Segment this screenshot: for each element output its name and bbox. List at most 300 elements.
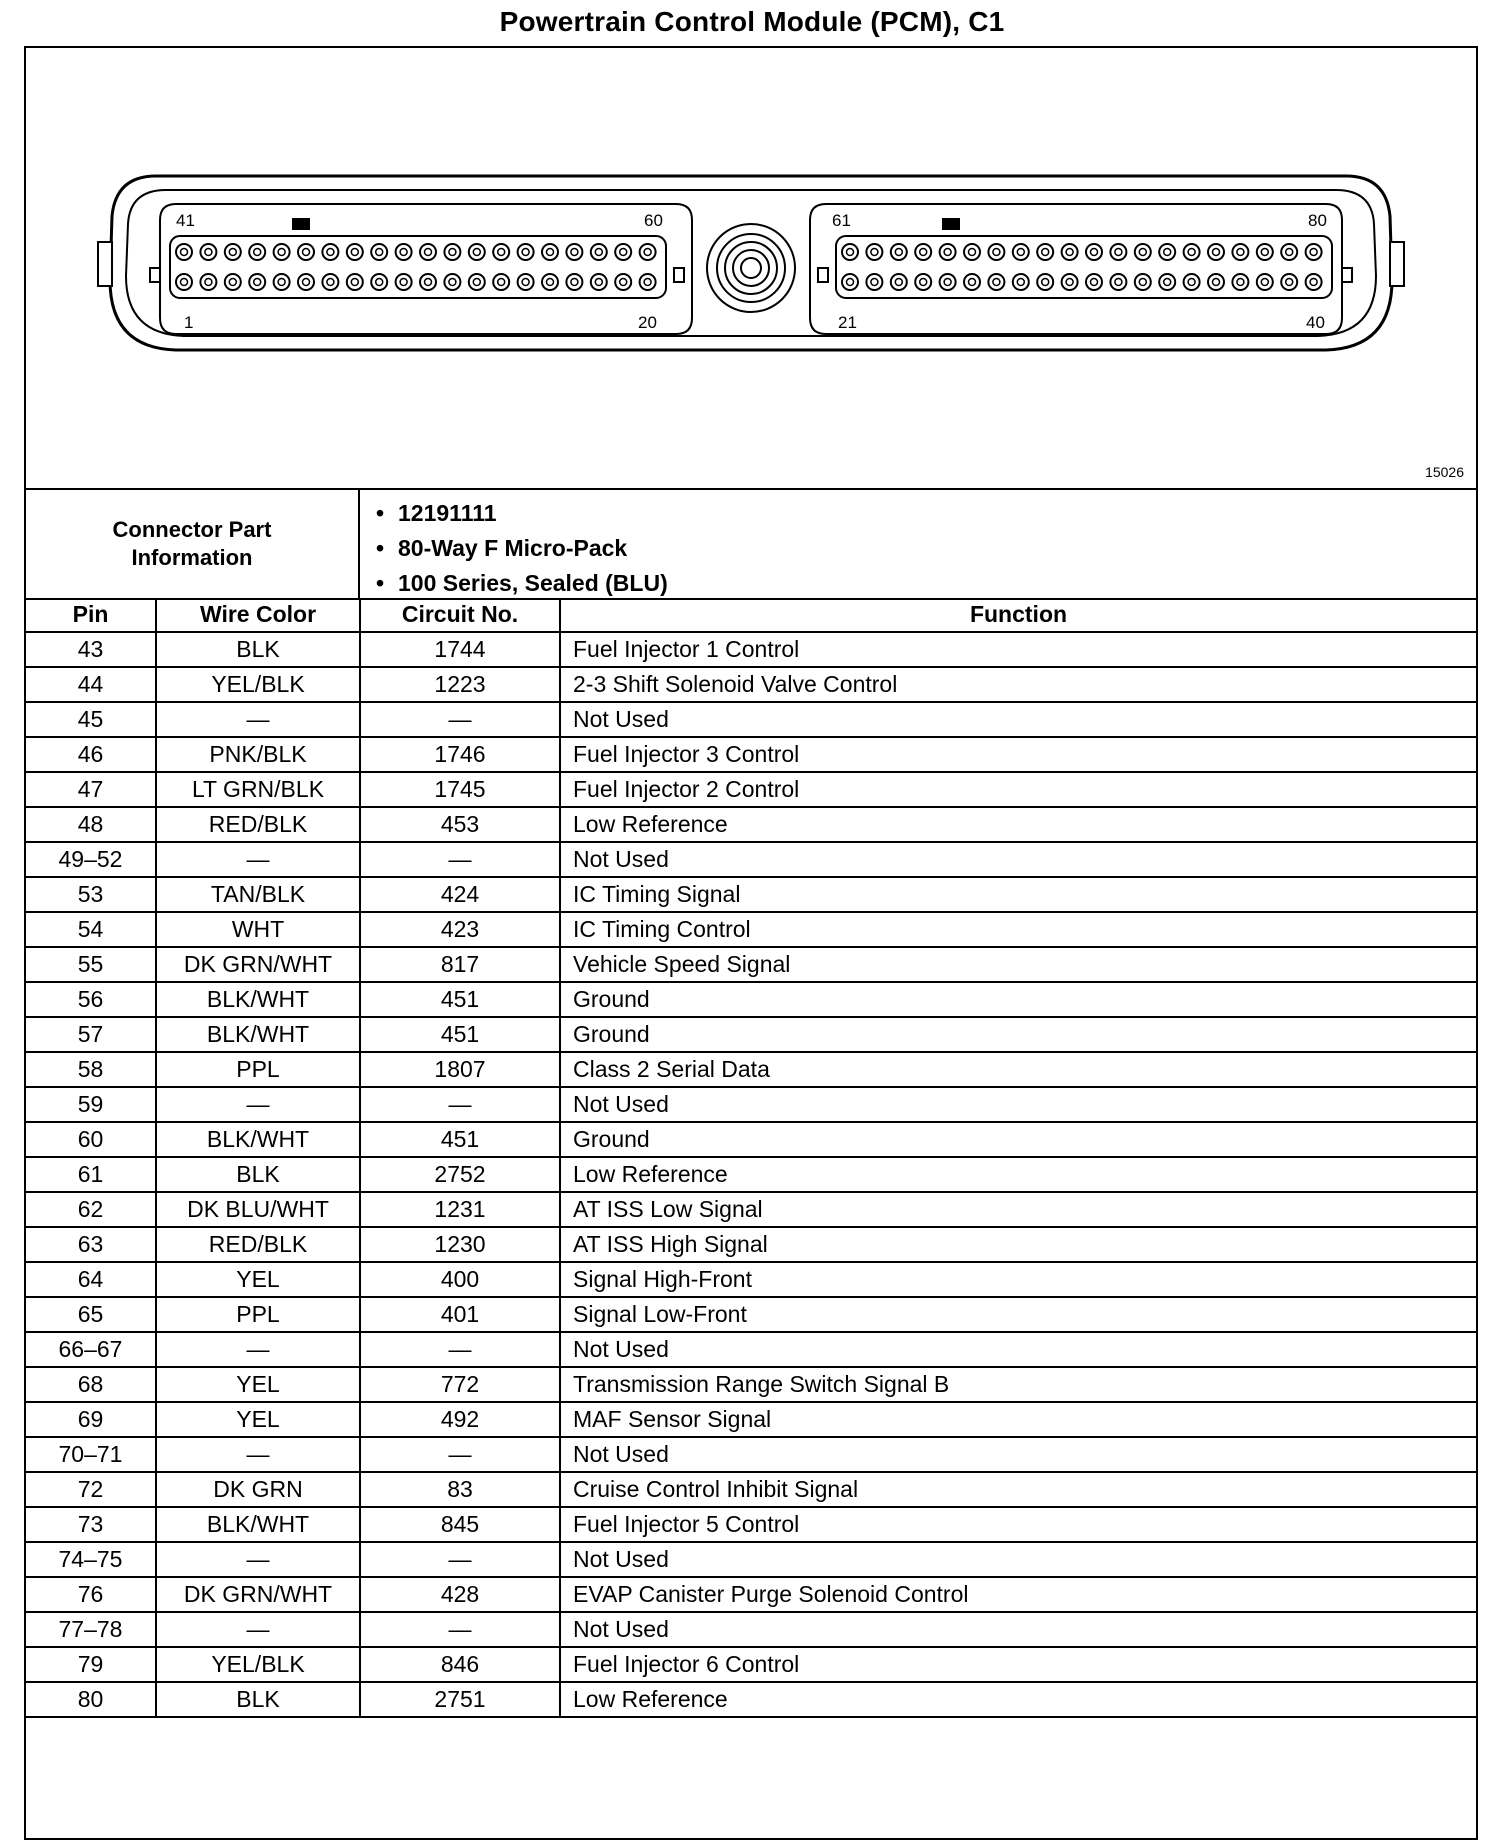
pin-cavity-center bbox=[847, 249, 854, 256]
pin-cavity bbox=[1306, 274, 1322, 290]
pin-cavity bbox=[1013, 244, 1029, 260]
function-cell: Fuel Injector 1 Control bbox=[560, 632, 1476, 667]
pin-cavity bbox=[1232, 274, 1248, 290]
table-row bbox=[26, 1542, 1476, 1577]
pin-cavity-center bbox=[1310, 279, 1317, 286]
pin-cavity bbox=[1184, 244, 1200, 260]
table-row bbox=[26, 1157, 1476, 1192]
pin-label-1: 1 bbox=[184, 313, 194, 332]
right-latch bbox=[1390, 242, 1404, 286]
pin-cavity bbox=[866, 274, 882, 290]
pin-cavity-center bbox=[303, 249, 310, 256]
pin-cavity-center bbox=[1188, 279, 1195, 286]
function-cell: 2-3 Shift Solenoid Valve Control bbox=[560, 667, 1476, 702]
table-row bbox=[26, 1017, 1476, 1052]
pin-cavity-center bbox=[400, 249, 407, 256]
pin-cavity-center bbox=[1164, 249, 1171, 256]
pin-cavity-center bbox=[425, 249, 432, 256]
table-row bbox=[26, 1647, 1476, 1682]
pin-cavity-center bbox=[1261, 249, 1268, 256]
function-cell: AT ISS High Signal bbox=[560, 1227, 1476, 1262]
circuit-no-cell: 83 bbox=[360, 1472, 560, 1507]
pin-cavity-center bbox=[595, 279, 602, 286]
pin-cavity-center bbox=[473, 249, 480, 256]
pin-cavity bbox=[964, 274, 980, 290]
circuit-no-cell: 400 bbox=[360, 1262, 560, 1297]
function-cell: EVAP Canister Purge Solenoid Control bbox=[560, 1577, 1476, 1612]
table-row bbox=[26, 1612, 1476, 1647]
table-row bbox=[26, 1577, 1476, 1612]
function-cell: Fuel Injector 3 Control bbox=[560, 737, 1476, 772]
circuit-no-cell: 1744 bbox=[360, 632, 560, 667]
table-row bbox=[26, 1507, 1476, 1542]
function-cell: Low Reference bbox=[560, 1157, 1476, 1192]
pin-cavity-center bbox=[1066, 279, 1073, 286]
wire-color-cell: BLK/WHT bbox=[156, 1507, 360, 1542]
table-row bbox=[26, 1192, 1476, 1227]
pin-cell: 53 bbox=[26, 877, 156, 912]
pin-cavity bbox=[493, 274, 509, 290]
pin-cavity-center bbox=[1237, 279, 1244, 286]
wire-color-cell: — bbox=[156, 1332, 360, 1367]
right-pin-block bbox=[810, 204, 1342, 334]
pin-cavity bbox=[640, 244, 656, 260]
pin-cavity bbox=[842, 244, 858, 260]
connector-info-label: Connector Part Information bbox=[26, 490, 360, 598]
circuit-no-cell: 1230 bbox=[360, 1227, 560, 1262]
circuit-no-cell: 845 bbox=[360, 1507, 560, 1542]
wire-color-cell: — bbox=[156, 1087, 360, 1122]
pin-cavity-center bbox=[993, 249, 1000, 256]
pin-cavity bbox=[420, 244, 436, 260]
pin-cavity bbox=[493, 244, 509, 260]
wire-color-cell: BLK/WHT bbox=[156, 1122, 360, 1157]
housing-inner-outline bbox=[126, 190, 1376, 336]
pin-cavity bbox=[274, 274, 290, 290]
pin-cavity bbox=[1135, 244, 1151, 260]
pin-cavity bbox=[176, 274, 192, 290]
table-row bbox=[26, 772, 1476, 807]
pin-cell: 70–71 bbox=[26, 1437, 156, 1472]
pin-cell: 60 bbox=[26, 1122, 156, 1157]
function-cell: Not Used bbox=[560, 1087, 1476, 1122]
table-row bbox=[26, 947, 1476, 982]
pin-cavity bbox=[371, 244, 387, 260]
table-row bbox=[26, 1122, 1476, 1157]
pin-cavity bbox=[396, 274, 412, 290]
pin-cavity bbox=[1086, 244, 1102, 260]
circuit-no-cell: 492 bbox=[360, 1402, 560, 1437]
pin-cell: 65 bbox=[26, 1297, 156, 1332]
function-cell: Ground bbox=[560, 1122, 1476, 1157]
pin-cavity bbox=[1159, 244, 1175, 260]
pin-cavity bbox=[964, 244, 980, 260]
pin-cell: 76 bbox=[26, 1577, 156, 1612]
right-key-mark bbox=[942, 218, 960, 230]
pin-cavity bbox=[444, 274, 460, 290]
pin-cavity-center bbox=[547, 249, 554, 256]
table-header-row bbox=[26, 598, 1476, 632]
pin-cavity bbox=[988, 274, 1004, 290]
pin-cavity-center bbox=[1042, 279, 1049, 286]
pin-cavity-center bbox=[303, 279, 310, 286]
pin-cavity bbox=[566, 244, 582, 260]
pin-cavity-center bbox=[895, 249, 902, 256]
pin-cavity bbox=[542, 274, 558, 290]
pin-cavity bbox=[1257, 244, 1273, 260]
pin-cavity bbox=[249, 244, 265, 260]
function-cell: Transmission Range Switch Signal B bbox=[560, 1367, 1476, 1402]
function-cell: Ground bbox=[560, 982, 1476, 1017]
table-row bbox=[26, 912, 1476, 947]
pin-label-21: 21 bbox=[838, 313, 857, 332]
circuit-no-cell: 423 bbox=[360, 912, 560, 947]
table-row bbox=[26, 842, 1476, 877]
pin-cavity-center bbox=[571, 279, 578, 286]
pin-cavity-center bbox=[1237, 249, 1244, 256]
pin-cavity bbox=[371, 274, 387, 290]
pin-cavity-center bbox=[1066, 249, 1073, 256]
wire-color-cell: BLK/WHT bbox=[156, 982, 360, 1017]
pin-cavity bbox=[249, 274, 265, 290]
table-row bbox=[26, 632, 1476, 667]
pin-cavity-center bbox=[229, 249, 236, 256]
wire-color-cell: YEL bbox=[156, 1262, 360, 1297]
circuit-no-cell: 1223 bbox=[360, 667, 560, 702]
pin-cavity-center bbox=[644, 279, 651, 286]
pin-cavity-center bbox=[1091, 249, 1098, 256]
circuit-no-cell: 428 bbox=[360, 1577, 560, 1612]
wire-color-cell: BLK bbox=[156, 632, 360, 667]
table-row bbox=[26, 1682, 1476, 1717]
figure-number: 15026 bbox=[1425, 464, 1464, 480]
pin-cell: 72 bbox=[26, 1472, 156, 1507]
page-title: Powertrain Control Module (PCM), C1 bbox=[499, 6, 1005, 37]
pin-cell: 45 bbox=[26, 702, 156, 737]
pin-cavity bbox=[225, 274, 241, 290]
pin-cell: 63 bbox=[26, 1227, 156, 1262]
pin-cavity bbox=[420, 274, 436, 290]
pin-cavity bbox=[1281, 274, 1297, 290]
connector-part-list bbox=[376, 496, 668, 601]
pin-cavity-center bbox=[1115, 279, 1122, 286]
pin-cavity bbox=[640, 274, 656, 290]
pin-cell: 61 bbox=[26, 1157, 156, 1192]
pin-cavity-center bbox=[498, 279, 505, 286]
pin-cavity-center bbox=[620, 249, 627, 256]
pin-cavity bbox=[1013, 274, 1029, 290]
function-cell: Signal Low-Front bbox=[560, 1297, 1476, 1332]
pin-cavity bbox=[842, 274, 858, 290]
pin-cell: 48 bbox=[26, 807, 156, 842]
table-row bbox=[26, 737, 1476, 772]
pin-cavity-center bbox=[1139, 279, 1146, 286]
pin-cavity-center bbox=[895, 279, 902, 286]
function-cell: Not Used bbox=[560, 1542, 1476, 1577]
pin-cavity-center bbox=[254, 279, 261, 286]
wire-color-cell: YEL bbox=[156, 1367, 360, 1402]
pin-cavity-center bbox=[400, 279, 407, 286]
connector-part-item: • 12191111 bbox=[376, 496, 668, 531]
circuit-no-cell: — bbox=[360, 1612, 560, 1647]
pin-cavity bbox=[615, 244, 631, 260]
pin-cell: 80 bbox=[26, 1682, 156, 1717]
pin-cell: 56 bbox=[26, 982, 156, 1017]
pin-cell: 49–52 bbox=[26, 842, 156, 877]
circuit-no-cell: 401 bbox=[360, 1297, 560, 1332]
wire-color-cell: DK GRN/WHT bbox=[156, 1577, 360, 1612]
pin-cavity-center bbox=[498, 249, 505, 256]
wire-color-cell: TAN/BLK bbox=[156, 877, 360, 912]
function-cell: Fuel Injector 6 Control bbox=[560, 1647, 1476, 1682]
pin-cell: 55 bbox=[26, 947, 156, 982]
pin-cavity bbox=[591, 244, 607, 260]
pin-cavity bbox=[1086, 274, 1102, 290]
table-row bbox=[26, 1227, 1476, 1262]
table-row bbox=[26, 1402, 1476, 1437]
pin-cell: 47 bbox=[26, 772, 156, 807]
pin-cavity bbox=[1062, 244, 1078, 260]
pin-cavity bbox=[1110, 274, 1126, 290]
pin-cell: 43 bbox=[26, 632, 156, 667]
pin-cavity bbox=[1208, 244, 1224, 260]
pin-cavity-center bbox=[449, 279, 456, 286]
pin-cavity-center bbox=[920, 249, 927, 256]
function-cell: Vehicle Speed Signal bbox=[560, 947, 1476, 982]
pin-cavity-center bbox=[351, 249, 358, 256]
pin-cavity-center bbox=[1213, 279, 1220, 286]
pin-cavity-center bbox=[205, 279, 212, 286]
pin-label-80: 80 bbox=[1308, 211, 1327, 230]
circuit-no-cell: 451 bbox=[360, 1122, 560, 1157]
wire-color-cell: LT GRN/BLK bbox=[156, 772, 360, 807]
function-cell: IC Timing Control bbox=[560, 912, 1476, 947]
function-cell: Not Used bbox=[560, 1612, 1476, 1647]
wire-color-cell: RED/BLK bbox=[156, 1227, 360, 1262]
pin-cavity-center bbox=[522, 279, 529, 286]
wire-color-cell: YEL/BLK bbox=[156, 1647, 360, 1682]
function-cell: Not Used bbox=[560, 702, 1476, 737]
wire-color-cell: BLK bbox=[156, 1157, 360, 1192]
circuit-no-cell: 1745 bbox=[360, 772, 560, 807]
function-cell: Cruise Control Inhibit Signal bbox=[560, 1472, 1476, 1507]
function-cell: Class 2 Serial Data bbox=[560, 1052, 1476, 1087]
pin-table bbox=[26, 598, 1476, 1718]
pin-cavity bbox=[1159, 274, 1175, 290]
pin-cavity-center bbox=[254, 249, 261, 256]
pin-cavity-center bbox=[644, 249, 651, 256]
pin-cavity-center bbox=[1164, 279, 1171, 286]
circuit-no-cell: — bbox=[360, 1542, 560, 1577]
pin-cavity bbox=[1257, 274, 1273, 290]
pin-cell: 74–75 bbox=[26, 1542, 156, 1577]
circuit-no-cell: 817 bbox=[360, 947, 560, 982]
pin-cavity-center bbox=[376, 279, 383, 286]
pin-cavity-center bbox=[181, 249, 188, 256]
pin-cavity bbox=[542, 244, 558, 260]
connector-part-item: • 100 Series, Sealed (BLU) bbox=[376, 566, 668, 601]
pin-cavity bbox=[940, 244, 956, 260]
pin-cavity bbox=[891, 274, 907, 290]
left-latch bbox=[98, 242, 112, 286]
circuit-no-cell: — bbox=[360, 1087, 560, 1122]
pin-cavity-center bbox=[1261, 279, 1268, 286]
pin-cavity bbox=[891, 244, 907, 260]
function-cell: Not Used bbox=[560, 1437, 1476, 1472]
function-cell: IC Timing Signal bbox=[560, 877, 1476, 912]
pin-cavity-center bbox=[351, 279, 358, 286]
connector-part-information bbox=[26, 490, 1476, 600]
pin-cavity-center bbox=[1115, 249, 1122, 256]
pin-cavity bbox=[915, 274, 931, 290]
function-cell: Low Reference bbox=[560, 807, 1476, 842]
pin-label-41: 41 bbox=[176, 211, 195, 230]
pin-cavity bbox=[347, 274, 363, 290]
circuit-no-cell: 424 bbox=[360, 877, 560, 912]
pin-cell: 66–67 bbox=[26, 1332, 156, 1367]
wire-color-cell: — bbox=[156, 1542, 360, 1577]
wire-color-cell: — bbox=[156, 842, 360, 877]
pin-cavity bbox=[1110, 244, 1126, 260]
wire-color-cell: — bbox=[156, 702, 360, 737]
pin-cavity-center bbox=[278, 249, 285, 256]
pin-cavity-center bbox=[620, 279, 627, 286]
pin-cavity-center bbox=[920, 279, 927, 286]
pin-cavity-center bbox=[1213, 249, 1220, 256]
table-row bbox=[26, 1472, 1476, 1507]
pin-cavity bbox=[1184, 274, 1200, 290]
table-row bbox=[26, 1367, 1476, 1402]
table-row bbox=[26, 1262, 1476, 1297]
function-cell: AT ISS Low Signal bbox=[560, 1192, 1476, 1227]
pin-cavity bbox=[322, 274, 338, 290]
pin-cavity-center bbox=[547, 279, 554, 286]
circuit-no-cell: 1807 bbox=[360, 1052, 560, 1087]
pin-cell: 57 bbox=[26, 1017, 156, 1052]
housing-outline bbox=[110, 176, 1392, 350]
circuit-no-cell: — bbox=[360, 1332, 560, 1367]
pin-cavity bbox=[1135, 274, 1151, 290]
pin-cavity-center bbox=[522, 249, 529, 256]
pin-cavity-center bbox=[871, 279, 878, 286]
pin-cell: 73 bbox=[26, 1507, 156, 1542]
pin-cavity bbox=[396, 244, 412, 260]
table-row bbox=[26, 807, 1476, 842]
circuit-no-cell: 451 bbox=[360, 982, 560, 1017]
pin-cavity bbox=[591, 274, 607, 290]
function-cell: Ground bbox=[560, 1017, 1476, 1052]
pin-label-61: 61 bbox=[832, 211, 851, 230]
pin-cavity-center bbox=[1017, 279, 1024, 286]
pin-cell: 54 bbox=[26, 912, 156, 947]
wire-color-cell: BLK bbox=[156, 1682, 360, 1717]
pin-cavity bbox=[469, 244, 485, 260]
pin-cavity bbox=[274, 244, 290, 260]
pin-cavity bbox=[200, 244, 216, 260]
pin-cavity bbox=[1281, 244, 1297, 260]
function-cell: Low Reference bbox=[560, 1682, 1476, 1717]
table-row bbox=[26, 1052, 1476, 1087]
pin-cavity bbox=[298, 244, 314, 260]
wire-color-cell: YEL bbox=[156, 1402, 360, 1437]
pin-cavity bbox=[444, 244, 460, 260]
connector-sheet bbox=[24, 46, 1478, 1840]
pin-cell: 44 bbox=[26, 667, 156, 702]
pin-cavity-center bbox=[871, 249, 878, 256]
table-row bbox=[26, 702, 1476, 737]
center-bolt-icon bbox=[707, 224, 795, 312]
wire-color-cell: PNK/BLK bbox=[156, 737, 360, 772]
pin-cell: 77–78 bbox=[26, 1612, 156, 1647]
pin-cavity bbox=[940, 274, 956, 290]
function-cell: Signal High-Front bbox=[560, 1262, 1476, 1297]
pin-cell: 69 bbox=[26, 1402, 156, 1437]
pin-cavity bbox=[1208, 274, 1224, 290]
circuit-no-cell: 2751 bbox=[360, 1682, 560, 1717]
function-cell: Not Used bbox=[560, 1332, 1476, 1367]
function-cell: Fuel Injector 5 Control bbox=[560, 1507, 1476, 1542]
pin-cavity bbox=[566, 274, 582, 290]
pin-cavity bbox=[298, 274, 314, 290]
pin-cavity-center bbox=[944, 279, 951, 286]
pin-cavity bbox=[225, 244, 241, 260]
circuit-no-cell: 2752 bbox=[360, 1157, 560, 1192]
connector-part-item: • 80-Way F Micro-Pack bbox=[376, 531, 668, 566]
pin-cavity-center bbox=[181, 279, 188, 286]
pin-cavity bbox=[518, 274, 534, 290]
function-cell: MAF Sensor Signal bbox=[560, 1402, 1476, 1437]
pin-cavity-center bbox=[1310, 249, 1317, 256]
pin-cavity bbox=[322, 244, 338, 260]
wire-color-cell: DK BLU/WHT bbox=[156, 1192, 360, 1227]
pin-cell: 58 bbox=[26, 1052, 156, 1087]
pin-cell: 68 bbox=[26, 1367, 156, 1402]
header-circuit-no: Circuit No. bbox=[360, 598, 560, 632]
pin-cavity-center bbox=[327, 249, 334, 256]
wire-color-cell: YEL/BLK bbox=[156, 667, 360, 702]
connector-face-drawing bbox=[26, 48, 1476, 488]
circuit-no-cell: 846 bbox=[360, 1647, 560, 1682]
pin-cavity bbox=[988, 244, 1004, 260]
pin-cavity-center bbox=[1286, 279, 1293, 286]
pin-label-60: 60 bbox=[644, 211, 663, 230]
wire-color-cell: PPL bbox=[156, 1052, 360, 1087]
pin-cell: 46 bbox=[26, 737, 156, 772]
pin-cavity-center bbox=[993, 279, 1000, 286]
circuit-no-cell: 453 bbox=[360, 807, 560, 842]
pin-cell: 64 bbox=[26, 1262, 156, 1297]
table-row bbox=[26, 877, 1476, 912]
connector-diagram bbox=[26, 48, 1476, 490]
pin-cavity bbox=[1037, 274, 1053, 290]
wire-color-cell: DK GRN bbox=[156, 1472, 360, 1507]
pin-cavity bbox=[200, 274, 216, 290]
pin-cavity-center bbox=[1091, 279, 1098, 286]
pin-cavity bbox=[1062, 274, 1078, 290]
pin-cavity-center bbox=[327, 279, 334, 286]
pin-cell: 59 bbox=[26, 1087, 156, 1122]
left-key-mark bbox=[292, 218, 310, 230]
wire-color-cell: BLK/WHT bbox=[156, 1017, 360, 1052]
pin-cavity-center bbox=[847, 279, 854, 286]
table-row bbox=[26, 1332, 1476, 1367]
pin-cell: 79 bbox=[26, 1647, 156, 1682]
pin-cavity-center bbox=[1042, 249, 1049, 256]
pin-cavity-center bbox=[1017, 249, 1024, 256]
circuit-no-cell: — bbox=[360, 842, 560, 877]
header-wire-color: Wire Color bbox=[156, 598, 360, 632]
table-row bbox=[26, 1437, 1476, 1472]
